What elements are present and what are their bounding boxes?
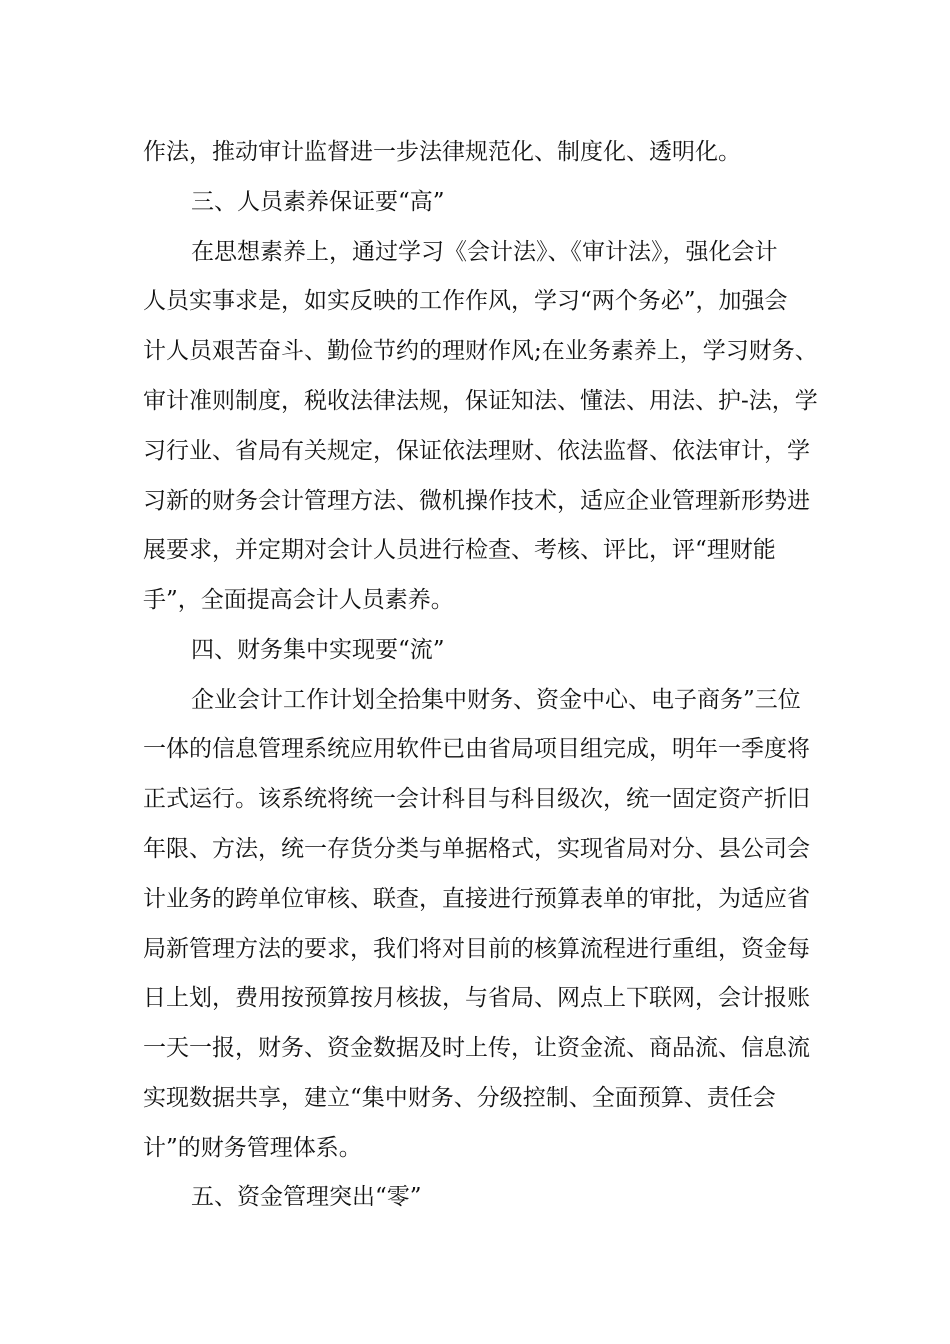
text-line: 计人员艰苦奋斗、勤俭节约的理财作风;在业务素养上，学习财务、 (143, 338, 818, 364)
text-line: 一体的信息管理系统应用软件已由省局项目组完成，明年一季度将 (143, 736, 810, 762)
text-line: 在思想素养上，通过学习《会计法》、《审计法》，强化会计 (191, 239, 778, 265)
text-line: 局新管理方法的要求，我们将对目前的核算流程进行重组，资金每 (143, 936, 810, 962)
text-line: 审计准则制度，税收法律法规，保证知法、懂法、用法、护-法，学 (143, 388, 818, 414)
text-line: 人员实事求是，如实反映的工作作风，学习“两个务必”，加强会 (143, 288, 788, 314)
text-line: 习行业、省局有关规定，保证依法理财、依法监督、依法审计，学 (143, 438, 810, 464)
text-line: 习新的财务会计管理方法、微机操作技术，适应企业管理新形势进 (143, 488, 810, 514)
text-line: 计”的财务管理体系。 (143, 1135, 362, 1161)
text-line: 作法，推动审计监督进一步法律规范化、制度化、透明化。 (143, 139, 741, 165)
text-line: 正式运行。该系统将统一会计科目与科目级次，统一固定资产折旧 (143, 786, 810, 812)
text-line: 实现数据共享，建立“集中财务、分级控制、全面预算、责任会 (143, 1085, 776, 1111)
text-line: 年限、方法，统一存货分类与单据格式，实现省局对分、县公司会 (143, 836, 810, 862)
section-heading: 四、财务集中实现要“流” (191, 637, 445, 663)
text-line: 一天一报，财务、资金数据及时上传，让资金流、商品流、信息流 (143, 1035, 810, 1061)
text-line: 展要求，并定期对会计人员进行检查、考核、评比，评“理财能 (143, 537, 776, 563)
section-heading: 五、资金管理突出“零” (191, 1184, 422, 1210)
text-line: 企业会计工作计划全拾集中财务、资金中心、电子商务”三位 (191, 687, 801, 713)
text-line: 计业务的跨单位审核、联查，直接进行预算表单的审批，为适应省 (143, 886, 810, 912)
text-line: 手”，全面提高会计人员素养。 (143, 587, 454, 613)
text-line: 日上划，费用按预算按月核拔，与省局、网点上下联网，会计报账 (143, 985, 810, 1011)
section-heading: 三、人员素养保证要“高” (191, 189, 445, 215)
